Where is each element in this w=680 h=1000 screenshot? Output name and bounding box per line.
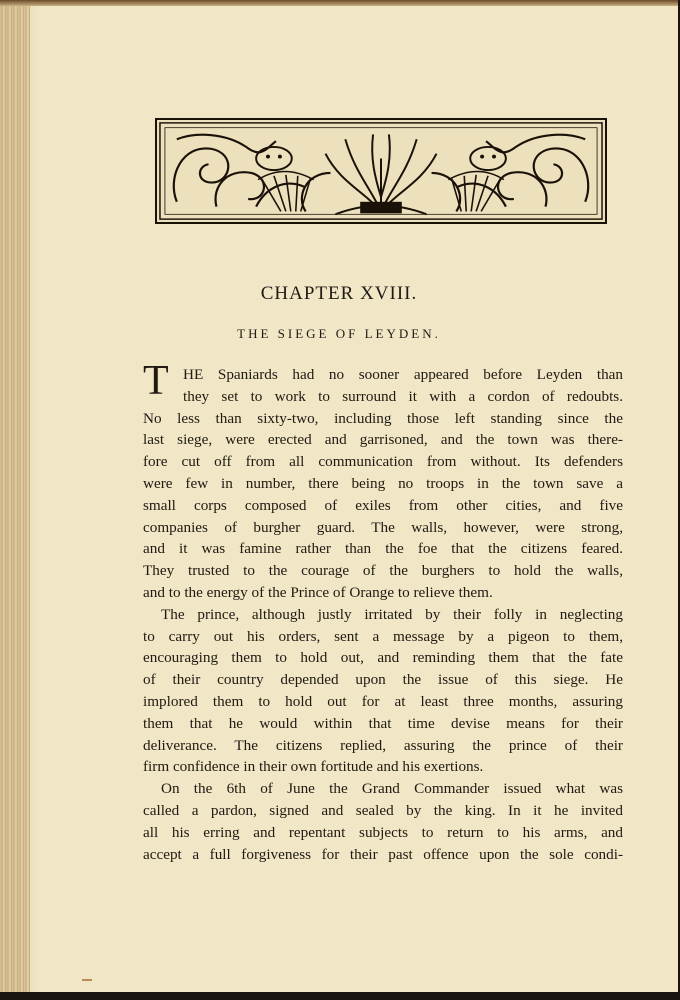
text-line: On the 6th of June the Grand Commander issued what was bbox=[161, 780, 623, 798]
drop-cap: T bbox=[143, 358, 169, 404]
text-line: deliverance. The citizens replied, assuring the prince of their bbox=[143, 736, 623, 754]
body-text bbox=[143, 364, 623, 865]
text-line: The prince, although justly irritated by their folly in neglecting bbox=[161, 605, 623, 623]
text-line: No less than sixty-two, including those left standing since the bbox=[143, 409, 623, 427]
text-line: accept a full forgiveness for their past offence upon the sole condi- bbox=[143, 845, 623, 863]
text-line: were few in number, there being no troops in the town save a bbox=[143, 474, 623, 492]
text-line: companies of burgher guard. The walls, however, were strong, bbox=[143, 518, 623, 536]
text-line: implored them to hold out for at least three months, assuring bbox=[143, 692, 623, 710]
ornamental-headpiece bbox=[155, 118, 607, 224]
page-edges bbox=[0, 0, 30, 992]
text-line: to carry out his orders, sent a message by a pigeon to them, bbox=[143, 627, 623, 645]
page-blemish bbox=[82, 979, 92, 981]
text-line: called a pardon, signed and sealed by the king. In it he invited bbox=[143, 801, 623, 819]
chapter-title: CHAPTER XVIII. bbox=[260, 283, 418, 304]
text-line: encouraging them to hold out, and reminding them that the fate bbox=[143, 649, 623, 667]
text-line: of their country depended upon the issue of this siege. He bbox=[143, 671, 623, 689]
text-line: they set to work to surround it with a cordon of redoubts. bbox=[183, 387, 623, 405]
page-top-edge bbox=[0, 0, 678, 6]
text-line: all his erring and repentant subjects to return to his arms, and bbox=[143, 823, 623, 841]
text-line: and it was famine rather than the foe that the citizens feared. bbox=[143, 540, 623, 558]
ornament-scrollwork-icon bbox=[157, 120, 605, 222]
text-line: and to the energy of the Prince of Orange to relieve them. bbox=[143, 583, 493, 601]
text-line: They trusted to the courage of the burghers to hold the walls, bbox=[143, 562, 623, 580]
text-line: HE Spaniards had no sooner appeared before Leyden than bbox=[183, 366, 623, 383]
text-line: last siege, were erected and garrisoned, and the town was there- bbox=[143, 431, 623, 449]
text-line: them that he would within that time devise means for their bbox=[143, 714, 623, 732]
text-line: firm confidence in their own fortitude and his exertions. bbox=[143, 758, 484, 776]
chapter-subtitle: THE SIEGE OF LEYDEN. bbox=[237, 326, 441, 341]
text-line: small corps composed of exiles from other cities, and five bbox=[143, 496, 623, 514]
text-line: fore cut off from all communication from without. Its defenders bbox=[143, 453, 623, 471]
